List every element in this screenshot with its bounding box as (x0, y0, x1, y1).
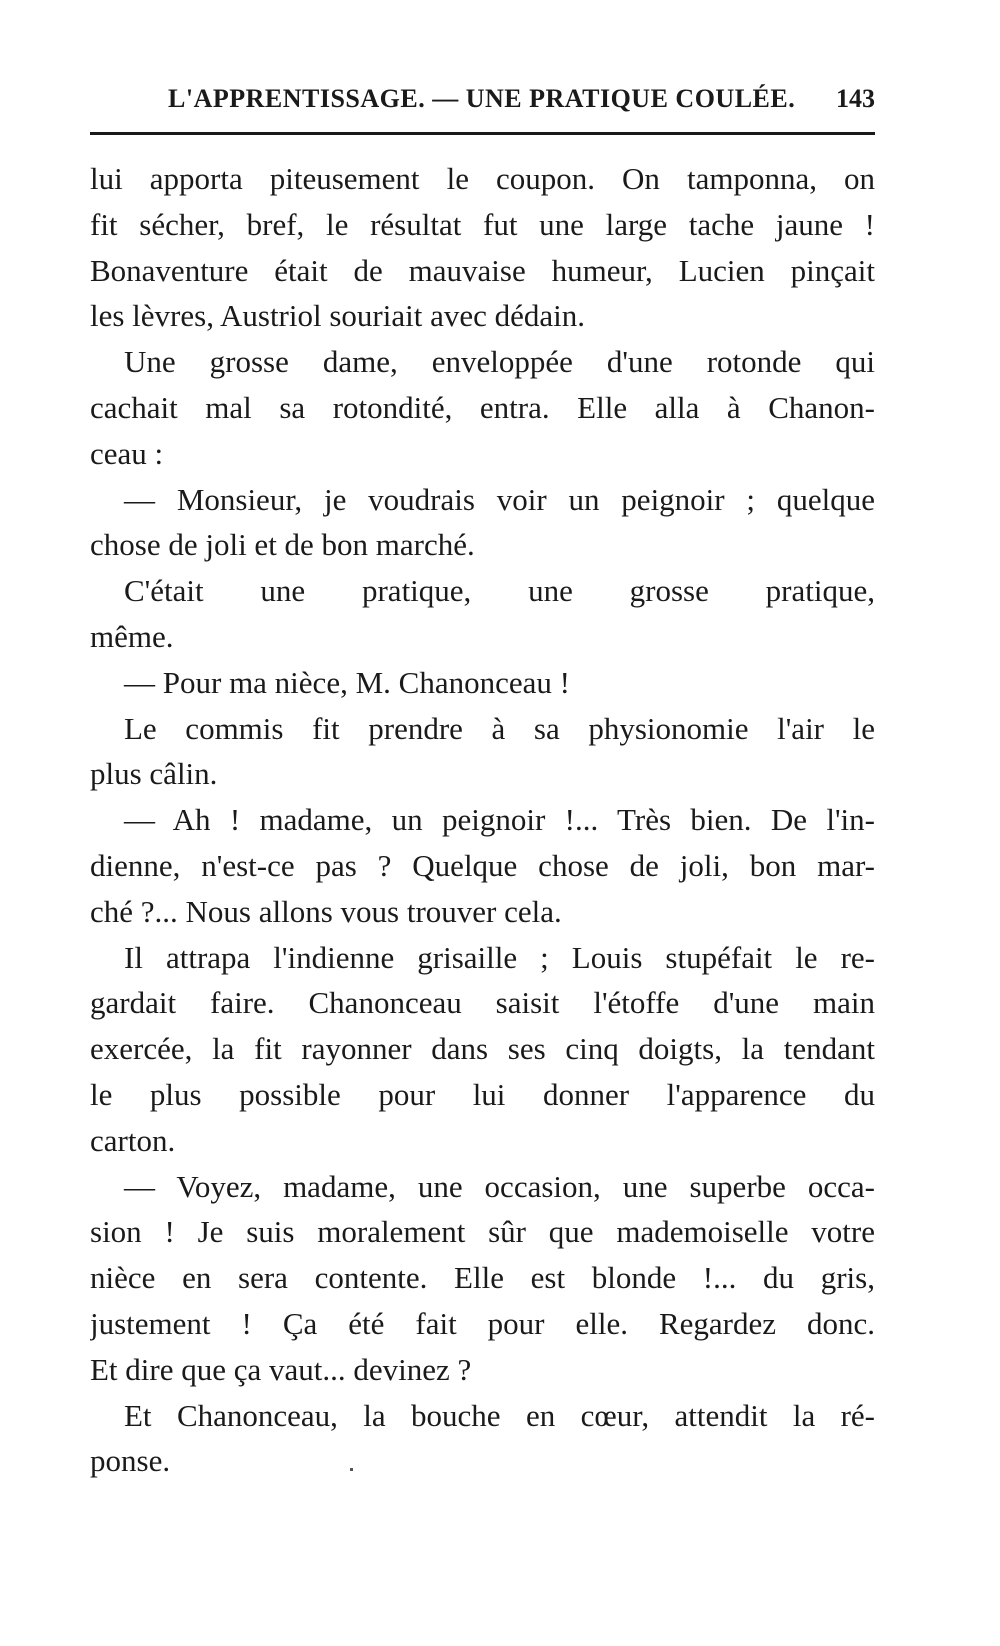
text-line: ceau : (90, 435, 164, 471)
book-page (90, 0, 875, 1646)
text-line: chose de joli et de bon marché. (90, 527, 475, 563)
text-line: — Monsieur, je voudrais voir un peignoir ; quelque (124, 481, 875, 517)
text-line: carton. (90, 1122, 176, 1158)
text-line: les lèvres, Austriol souriait avec dédain. (90, 298, 586, 334)
text-line: Et Chanonceau, la bouche en cœur, attendit la ré- (124, 1397, 875, 1433)
text-line: exercée, la fit rayonner dans ses cinq doigts, la tendant (90, 1031, 875, 1067)
text-line: plus câlin. (90, 756, 218, 792)
text-line: ponse. (90, 1443, 171, 1479)
page-number: 143 (836, 84, 875, 113)
text-line: Une grosse dame, enveloppée d'une rotonde qui (124, 344, 875, 380)
text-line: Bonaventure était de mauvaise humeur, Lucien pinçait (90, 252, 875, 288)
running-title: L'APPRENTISSAGE. — UNE PRATIQUE COULÉE. (168, 84, 796, 113)
text-line: — Pour ma nièce, M. Chanonceau ! (124, 664, 570, 700)
text-line: cachait mal sa rotondité, entra. Elle alla à Chanon- (90, 389, 875, 425)
text-line: lui apporta piteusement le coupon. On tamponna, on (90, 161, 875, 196)
text-line: même. (90, 618, 174, 654)
text-line: Le commis fit prendre à sa physionomie l'air le (124, 710, 875, 746)
text-line: Il attrapa l'indienne grisaille ; Louis stupéfait le re- (124, 939, 875, 975)
body-text (90, 156, 875, 1484)
print-speck (350, 1468, 353, 1471)
text-line: Et dire que ça vaut... devinez ? (90, 1351, 472, 1387)
text-line: dienne, n'est-ce pas ? Quelque chose de joli, bon mar- (90, 847, 875, 883)
text-line: C'était une pratique, une grosse pratique, (124, 573, 875, 609)
text-line: — Ah ! madame, un peignoir !... Très bien. De l'in- (124, 802, 875, 838)
running-head (90, 84, 875, 124)
text-line: nièce en sera contente. Elle est blonde !... du gris, (90, 1260, 875, 1296)
text-line: fit sécher, bref, le résultat fut une large tache jaune ! (90, 206, 875, 242)
text-line: sion ! Je suis moralement sûr que mademoiselle votre (90, 1214, 875, 1250)
text-line: justement ! Ça été fait pour elle. Regardez donc. (90, 1305, 875, 1341)
text-line: — Voyez, madame, une occasion, une superbe occa- (124, 1168, 875, 1204)
text-line: gardait faire. Chanonceau saisit l'étoffe d'une main (90, 985, 875, 1021)
text-line: le plus possible pour lui donner l'apparence du (90, 1076, 875, 1112)
text-line: ché ?... Nous allons vous trouver cela. (90, 893, 562, 929)
header-rule (90, 132, 875, 135)
